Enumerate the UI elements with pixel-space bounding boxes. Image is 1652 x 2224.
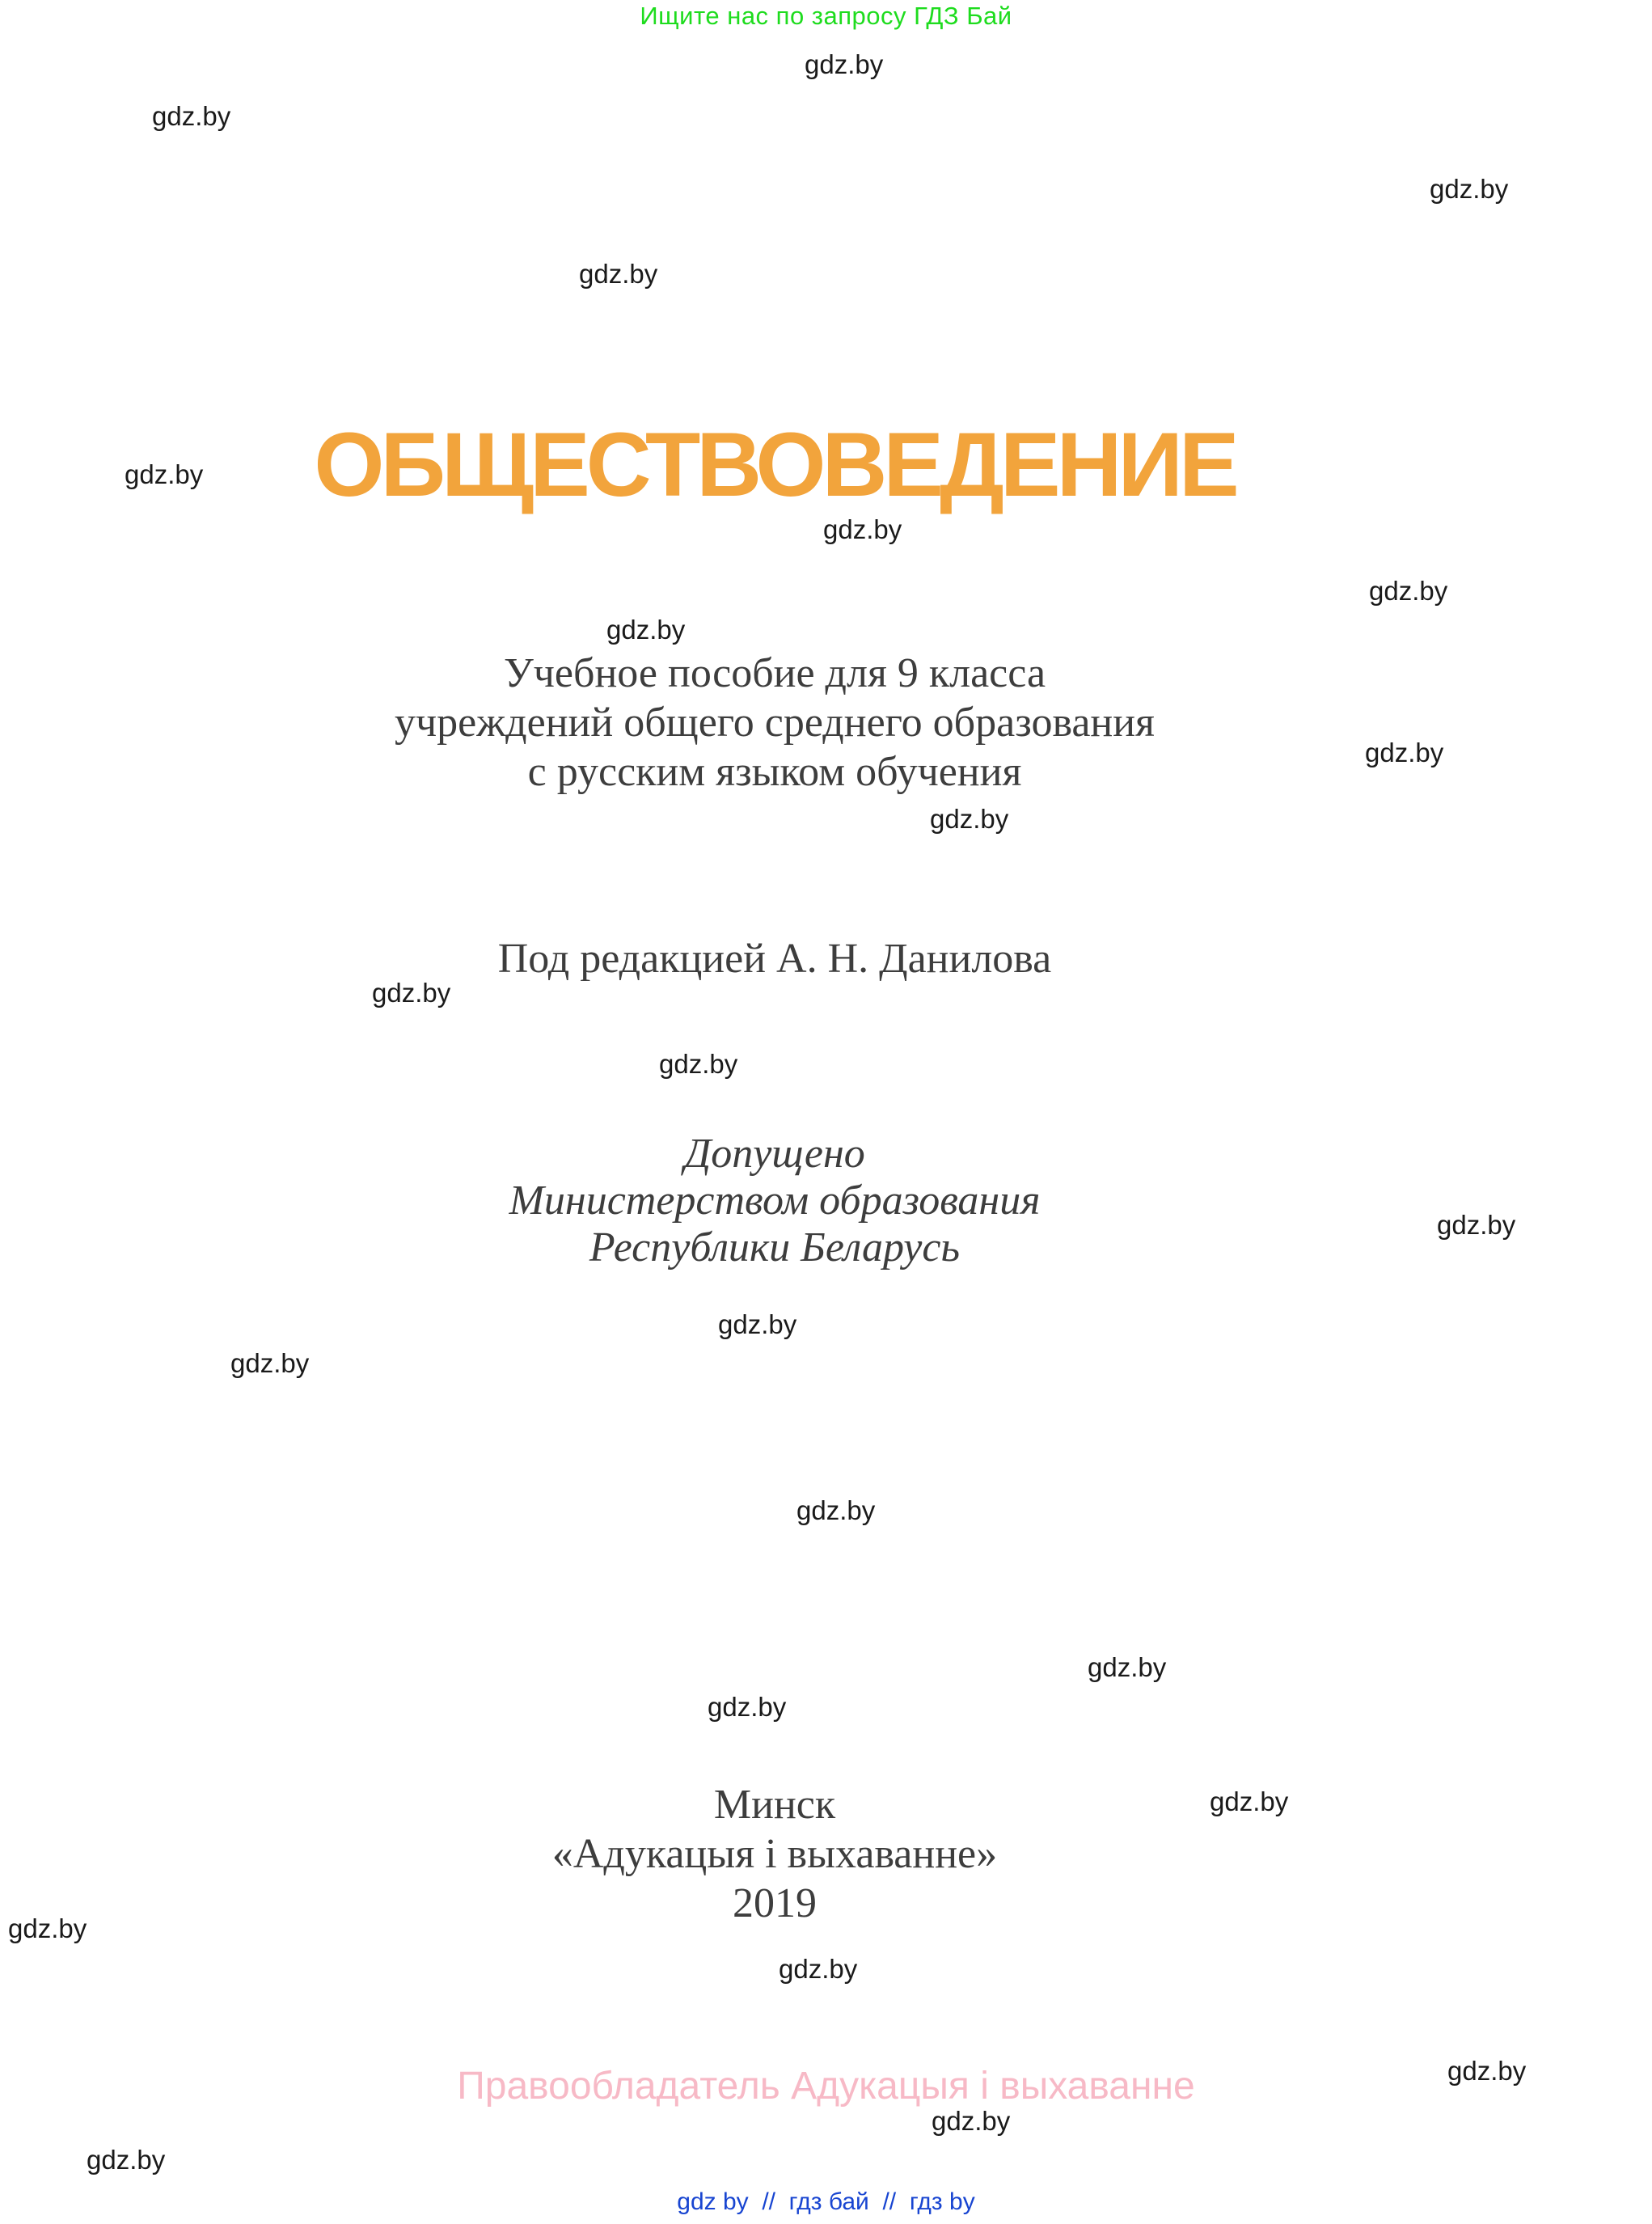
gdz-watermark: gdz.by xyxy=(1437,1210,1516,1240)
gdz-watermark: gdz.by xyxy=(930,804,1009,834)
imprint-city: Минск xyxy=(713,1782,836,1828)
copyright-notice: Правообладатель Адукацыя і выхаванне xyxy=(457,2065,1195,2108)
gdz-watermark: gdz.by xyxy=(708,1692,787,1722)
gdz-watermark: gdz.by xyxy=(87,2145,166,2175)
gdz-watermark: gdz.by xyxy=(932,2106,1011,2136)
gdz-watermark: gdz.by xyxy=(1447,2056,1527,2086)
gdz-watermark: gdz.by xyxy=(8,1913,87,1943)
book-title: ОБЩЕСТВОВЕДЕНИЕ xyxy=(314,414,1236,515)
gdz-watermark: gdz.by xyxy=(1369,576,1448,606)
gdz-watermark: gdz.by xyxy=(579,259,658,289)
gdz-watermark: gdz.by xyxy=(1088,1652,1167,1682)
subtitle-line-1: Учебное пособие для 9 класса xyxy=(503,650,1046,696)
editor-line: Под редакцией А. Н. Данилова xyxy=(497,936,1052,982)
gdz-watermark: gdz.by xyxy=(779,1954,858,1984)
imprint-year: 2019 xyxy=(733,1880,817,1926)
approval-line-1: Допущено xyxy=(684,1131,865,1177)
footer-links: gdz by // гдз бай // гдз by xyxy=(677,2188,975,2215)
subtitle-line-2: учреждений общего среднего образования xyxy=(395,700,1155,746)
imprint-publisher: «Адукацыя і выхаванне» xyxy=(551,1831,998,1877)
gdz-watermark: gdz.by xyxy=(823,514,902,544)
gdz-watermark: gdz.by xyxy=(1210,1786,1289,1816)
gdz-watermark: gdz.by xyxy=(805,49,884,79)
approval-note xyxy=(0,1131,1549,1271)
gdz-watermark: gdz.by xyxy=(1430,174,1509,204)
gdz-watermark: gdz.by xyxy=(796,1495,876,1525)
subtitle-line-3: с русским языком обучения xyxy=(527,749,1022,795)
gdz-watermark: gdz.by xyxy=(1365,738,1444,767)
imprint-block xyxy=(0,1780,1549,1928)
promo-banner: Ищите нас по запросу ГДЗ Бай xyxy=(640,2,1012,30)
book-subtitle xyxy=(0,649,1549,797)
gdz-watermark: gdz.by xyxy=(152,101,231,131)
gdz-watermark: gdz.by xyxy=(659,1049,738,1079)
gdz-watermark: gdz.by xyxy=(718,1309,797,1339)
gdz-watermark: gdz.by xyxy=(606,615,686,645)
gdz-watermark: gdz.by xyxy=(230,1348,310,1378)
approval-line-3: Республики Беларусь xyxy=(589,1224,961,1271)
gdz-watermark: gdz.by xyxy=(125,459,204,489)
gdz-watermark: gdz.by xyxy=(372,978,451,1008)
approval-line-2: Министерством образования xyxy=(509,1178,1041,1224)
